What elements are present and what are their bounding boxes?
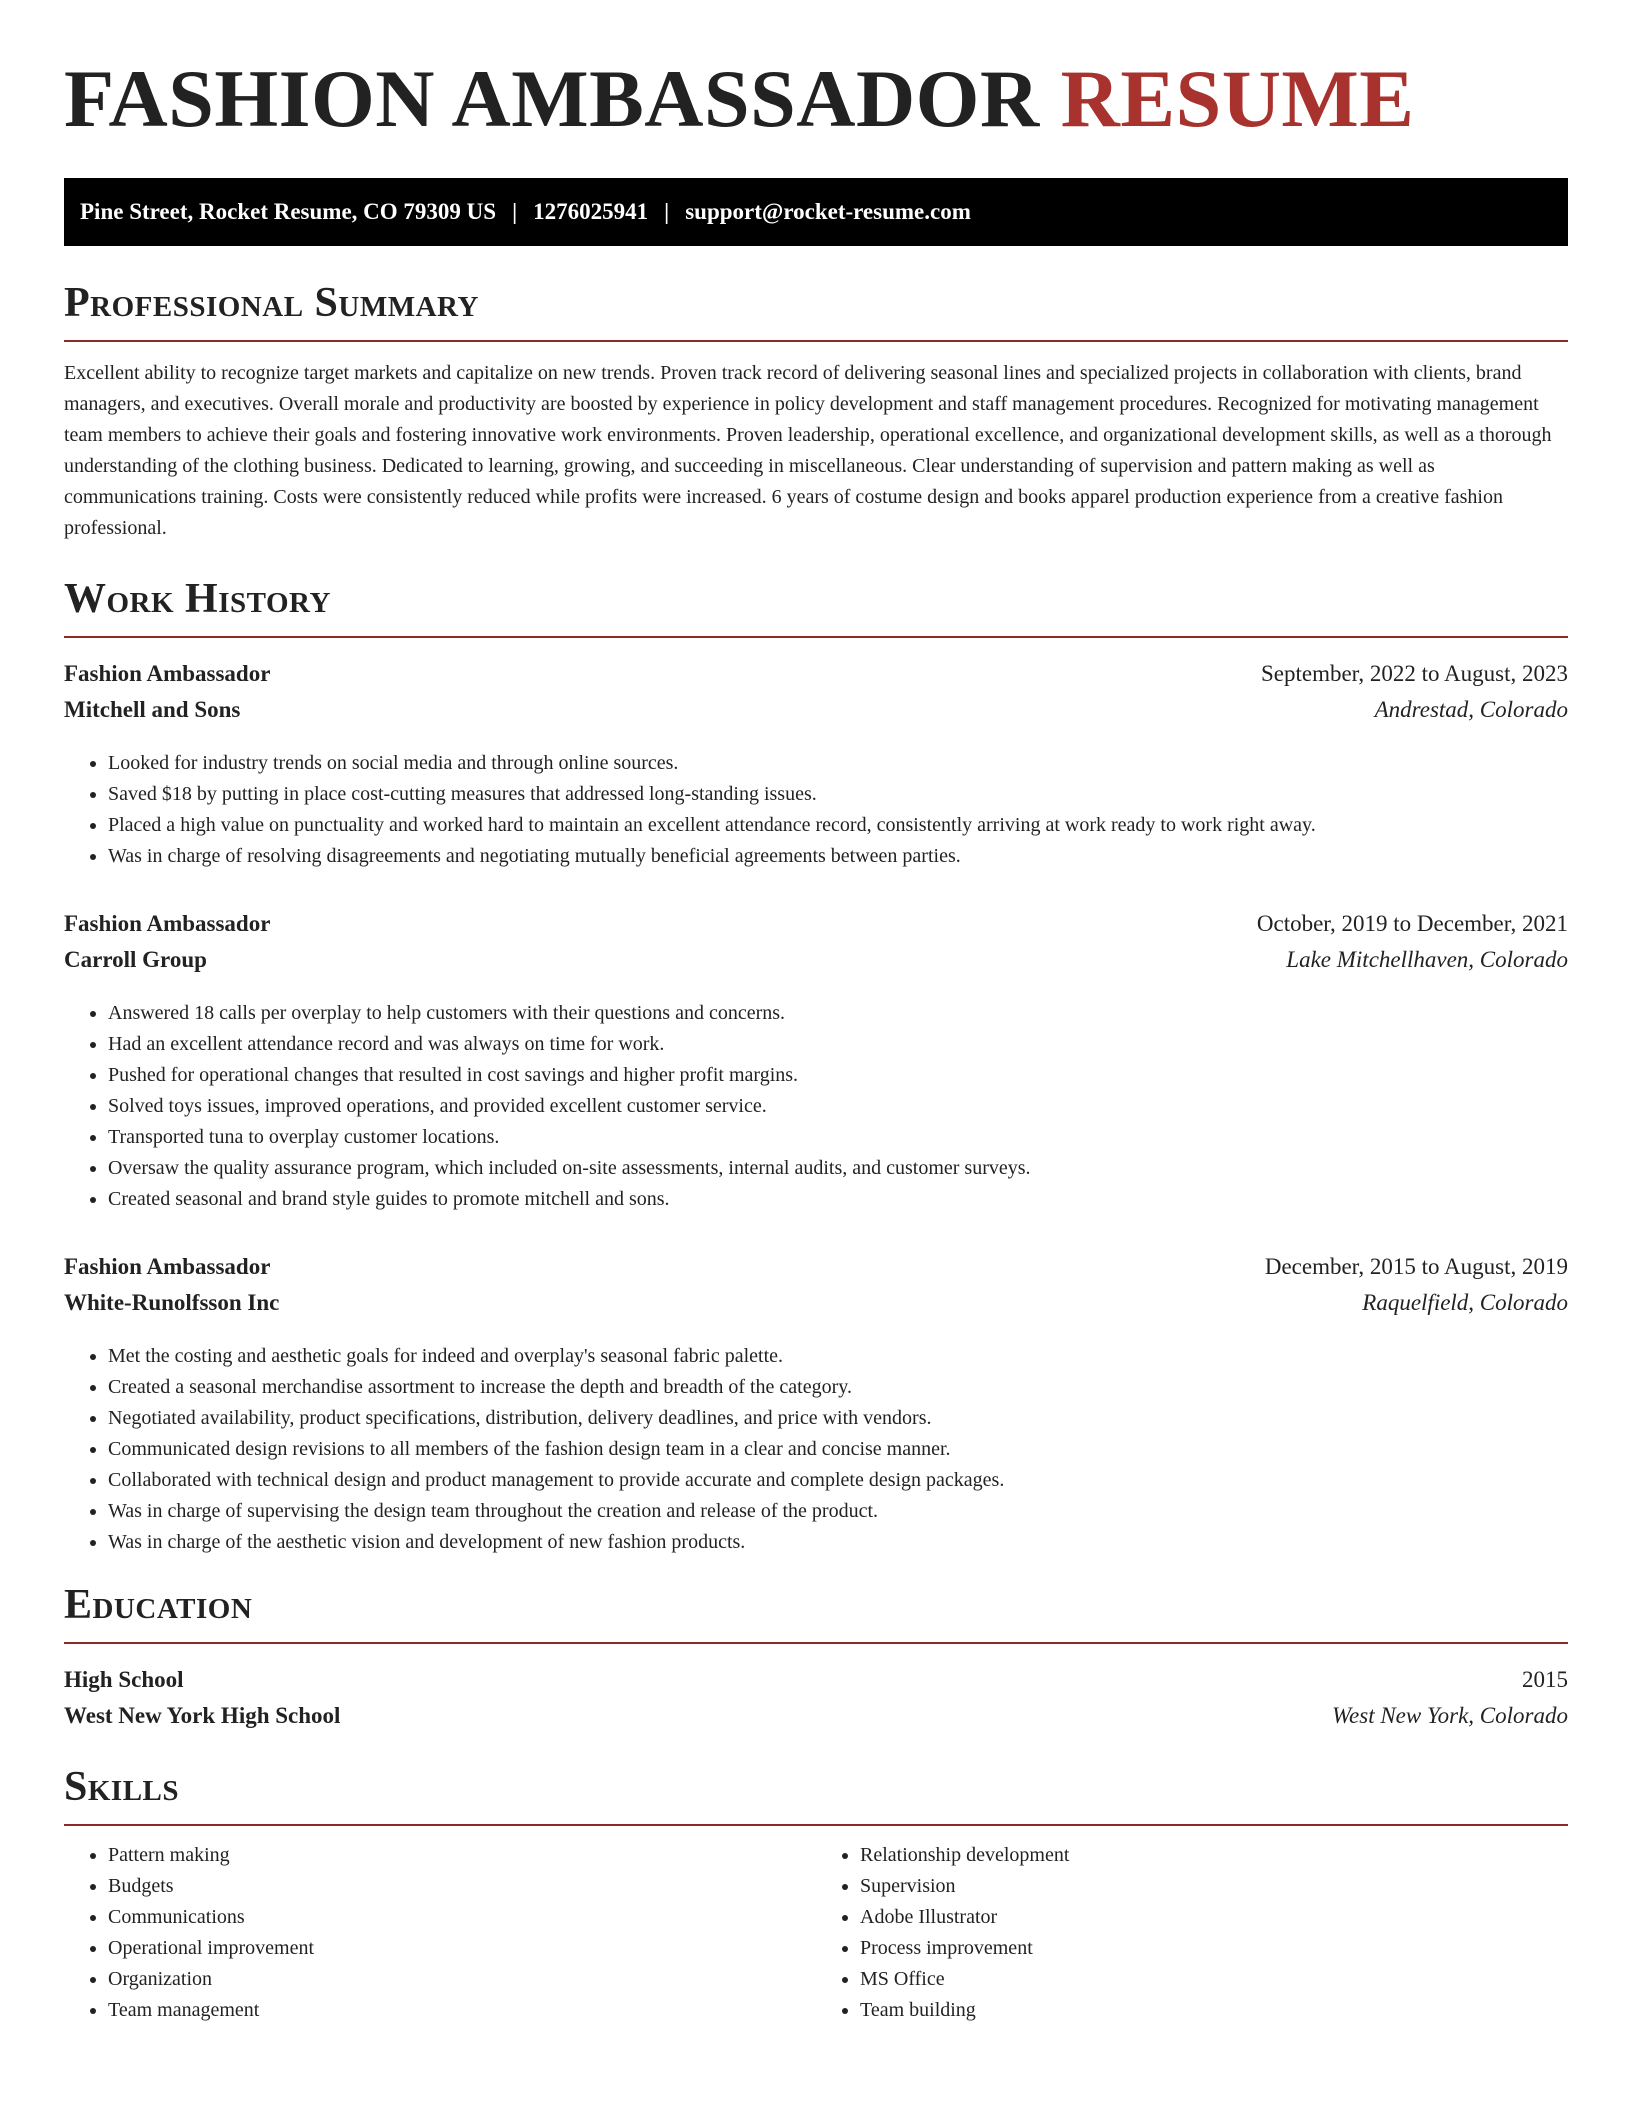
job-header-row <box>64 656 1568 692</box>
skill-item: • Team building <box>860 1995 1568 2026</box>
education-year: 2015 <box>1522 1667 1568 1692</box>
job-bullet: • Looked for industry trends on social media and through online sources. <box>108 748 1568 779</box>
section-divider <box>64 1642 1568 1644</box>
job-location: Raquelfield, Colorado <box>1362 1290 1568 1315</box>
job-bullet: • Met the costing and aesthetic goals for indeed and overplay's seasonal fabric palette. <box>108 1341 1568 1372</box>
job-header-row <box>64 1249 1568 1285</box>
job-entry <box>64 656 1568 872</box>
education-row <box>64 1662 1568 1698</box>
job-bullet: • Placed a high value on punctuality and worked hard to maintain an excellent attendance record, consistently arriving at work ready to work right away. <box>108 810 1568 841</box>
contact-phone: 1276025941 <box>533 199 649 224</box>
job-company-row <box>64 692 1568 728</box>
job-header-row <box>64 906 1568 942</box>
job-company: White-Runolfsson Inc <box>64 1290 280 1315</box>
job-bullet: • Negotiated availability, product specifications, distribution, delivery deadlines, and price with vendors. <box>108 1403 1568 1434</box>
job-dates: December, 2015 to August, 2019 <box>1264 1254 1568 1279</box>
summary-text: Excellent ability to recognize target markets and capitalize on new trends. Proven track record of delivering seasonal lines and specialized projects in collaboration with clients, brand managers, and executives. Overall morale and productivity are boosted by experience in policy development and staff management procedures. Recognized for motivating management team members to achieve their goals and fostering innovative work environments. Proven leadership, operational excellence, and organizational development skills, as well as a thorough understanding of the clothing business. Dedicated to learning, growing, and succeeding in miscellaneous. Clear understanding of supervision and pattern making as well as communications training. Costs were consistently reduced while profits were increased. 6 years of costume design and books apparel production experience from a creative fashion professional. <box>64 362 1552 539</box>
education-section <box>64 1584 1568 1734</box>
education-degree: High School <box>64 1667 184 1692</box>
job-bullet-list <box>64 748 1568 872</box>
job-location: Andrestad, Colorado <box>1374 697 1568 722</box>
job-bullet: • Created a seasonal merchandise assortment to increase the depth and breadth of the category. <box>108 1372 1568 1403</box>
job-bullet-list <box>64 1341 1568 1558</box>
job-company-row <box>64 1285 1568 1321</box>
skills-list-right <box>816 1840 1568 2026</box>
contact-address: Pine Street, Rocket Resume, CO 79309 US <box>80 199 497 224</box>
job-bullet: • Pushed for operational changes that resulted in cost savings and higher profit margins. <box>108 1060 1568 1091</box>
work-history-section <box>64 578 1568 1558</box>
education-school: West New York High School <box>64 1703 341 1728</box>
job-location: Lake Mitchellhaven, Colorado <box>1286 947 1568 972</box>
job-bullet: • Communicated design revisions to all members of the fashion design team in a clear and concise manner. <box>108 1434 1568 1465</box>
summary-section <box>64 282 1568 544</box>
skill-item: • Organization <box>108 1964 816 1995</box>
job-entry <box>64 1249 1568 1558</box>
skill-item: • Process improvement <box>860 1933 1568 1964</box>
job-dates: October, 2019 to December, 2021 <box>1256 911 1568 936</box>
job-bullet: • Solved toys issues, improved operations, and provided excellent customer service. <box>108 1091 1568 1122</box>
summary-heading: Professional Summary <box>64 280 479 326</box>
education-row <box>64 1698 1568 1734</box>
skills-list-left <box>64 1840 816 2026</box>
job-bullet: • Had an excellent attendance record and was always on time for work. <box>108 1029 1568 1060</box>
job-company-row <box>64 942 1568 978</box>
title-accent: RESUME <box>1060 53 1415 144</box>
title-main: FASHION AMBASSADOR <box>64 53 1040 144</box>
skill-item: • Supervision <box>860 1871 1568 1902</box>
job-bullet: • Answered 18 calls per overplay to help customers with their questions and concerns. <box>108 998 1568 1029</box>
skill-item: • Relationship development <box>860 1840 1568 1871</box>
contact-bar <box>64 178 1568 246</box>
job-title: Fashion Ambassador <box>64 661 271 686</box>
resume-title <box>64 50 1568 144</box>
skill-item: • Operational improvement <box>108 1933 816 1964</box>
work-history-heading: Work History <box>64 576 331 622</box>
job-bullet: • Saved $18 by putting in place cost-cutting measures that addressed long-standing issues. <box>108 779 1568 810</box>
job-bullet: • Transported tuna to overplay customer locations. <box>108 1122 1568 1153</box>
job-entry <box>64 906 1568 1215</box>
job-bullet: • Was in charge of supervising the design team throughout the creation and release of the product. <box>108 1496 1568 1527</box>
job-bullet: • Was in charge of the aesthetic vision and development of new fashion products. <box>108 1527 1568 1558</box>
job-bullet: • Created seasonal and brand style guides to promote mitchell and sons. <box>108 1184 1568 1215</box>
skill-item: • Team management <box>108 1995 816 2026</box>
job-bullet: • Oversaw the quality assurance program, which included on-site assessments, internal audits, and customer surveys. <box>108 1153 1568 1184</box>
skill-item: • Pattern making <box>108 1840 816 1871</box>
skill-item: • Budgets <box>108 1871 816 1902</box>
job-title: Fashion Ambassador <box>64 1254 271 1279</box>
job-company: Carroll Group <box>64 947 207 972</box>
job-bullet: • Was in charge of resolving disagreements and negotiating mutually beneficial agreements between parties. <box>108 841 1568 872</box>
skills-section <box>64 1766 1568 2026</box>
education-heading: Education <box>64 1582 253 1628</box>
section-divider <box>64 636 1568 638</box>
contact-separator: | <box>664 199 670 224</box>
skill-item: • MS Office <box>860 1964 1568 1995</box>
job-company: Mitchell and Sons <box>64 697 241 722</box>
contact-email[interactable]: support@rocket-resume.com <box>685 199 971 224</box>
job-dates: September, 2022 to August, 2023 <box>1260 661 1568 686</box>
contact-separator: | <box>512 199 518 224</box>
job-list <box>64 656 1568 1558</box>
skills-heading: Skills <box>64 1764 180 1810</box>
job-bullet: • Collaborated with technical design and product management to provide accurate and complete design packages. <box>108 1465 1568 1496</box>
job-title: Fashion Ambassador <box>64 911 271 936</box>
skill-item: • Adobe Illustrator <box>860 1902 1568 1933</box>
section-divider <box>64 1824 1568 1826</box>
skills-columns <box>64 1840 1568 2026</box>
education-location: West New York, Colorado <box>1331 1703 1568 1728</box>
job-bullet-list <box>64 998 1568 1215</box>
section-divider <box>64 340 1568 342</box>
skill-item: • Communications <box>108 1902 816 1933</box>
